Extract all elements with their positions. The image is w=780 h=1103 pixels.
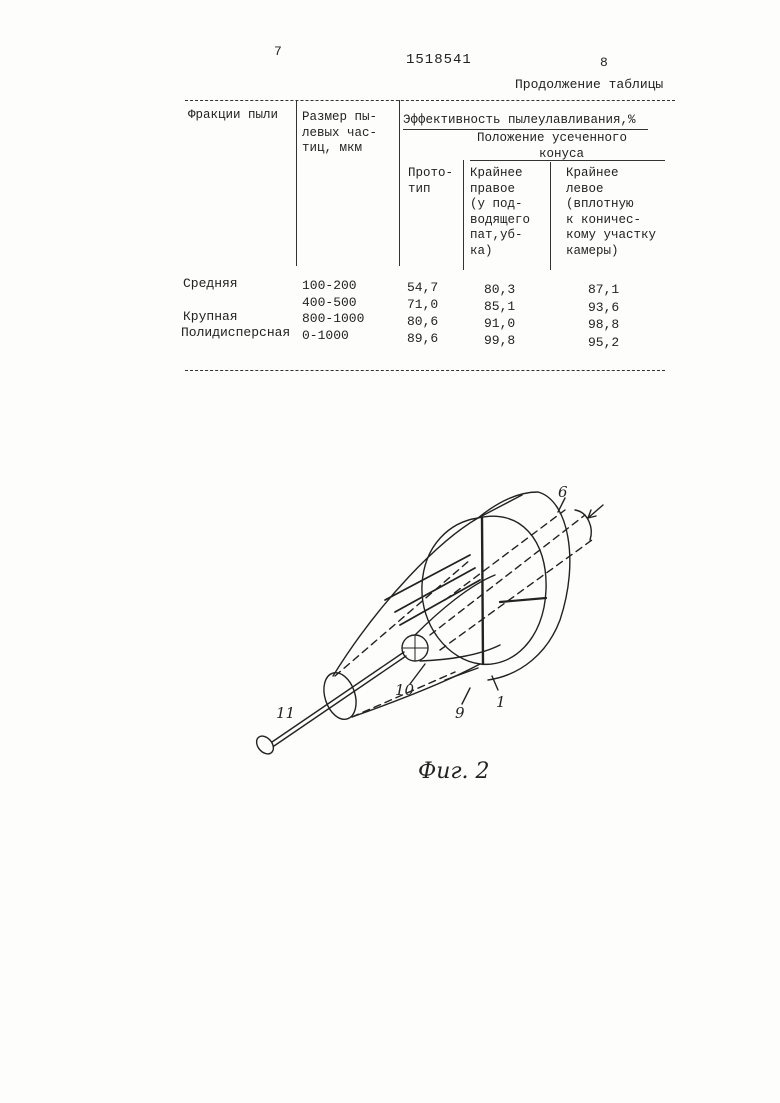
cell-right: 99,8 xyxy=(484,333,516,348)
header-prototype-line: Прото- xyxy=(408,166,454,180)
cell-prototype: 80,6 xyxy=(407,314,439,329)
figure-caption: Фиг. 2 xyxy=(418,759,490,784)
header-position-line: конуса xyxy=(539,146,585,161)
table-continuation-label: Продолжение таблицы xyxy=(515,77,664,92)
cell-right: 91,0 xyxy=(484,316,516,331)
header-right-line: ка) xyxy=(470,243,493,258)
cell-left: 95,2 xyxy=(588,335,620,350)
label-inner-cone: 10 xyxy=(395,681,415,699)
header-left-line: Крайнее xyxy=(566,166,619,180)
cell-prototype: 71,0 xyxy=(407,297,439,312)
header-left-line: к коничес- xyxy=(566,212,642,227)
cell-fraction: Крупная xyxy=(183,309,238,324)
header-size-line: тиц, мкм xyxy=(302,141,363,155)
label-inlet: 6 xyxy=(558,483,568,501)
header-right-line: (у под- xyxy=(470,197,523,211)
header-left-line: (вплотную xyxy=(566,197,634,211)
label-chamber: 1 xyxy=(496,693,506,711)
page-number-right: 8 xyxy=(600,55,608,70)
inner-cone-lower xyxy=(420,645,500,661)
cell-size: 400-500 xyxy=(302,295,357,310)
page-number-left: 7 xyxy=(274,44,282,59)
cell-right: 80,3 xyxy=(484,282,516,297)
header-efficiency-line: Эффективность пылеулавливания,% xyxy=(403,113,636,127)
header-right-line: водящего xyxy=(470,212,531,227)
chamber-rear-edge xyxy=(478,492,570,680)
cell-prototype: 54,7 xyxy=(407,280,439,295)
header-right-line: правое xyxy=(470,181,516,196)
cell-size: 0-1000 xyxy=(302,328,349,343)
cell-prototype: 89,6 xyxy=(407,331,439,346)
header-size-line: Размер пы- xyxy=(302,110,378,124)
header-left-line: левое xyxy=(566,181,604,196)
cell-left: 93,6 xyxy=(588,300,620,315)
face-divider-vertical xyxy=(482,518,483,664)
hatch-line xyxy=(445,668,478,680)
label-outer-cone: 9 xyxy=(455,704,465,722)
header-left-line: кому участку xyxy=(566,228,657,242)
inner-cone-crosshair xyxy=(403,636,427,660)
cell-left: 87,1 xyxy=(588,282,620,297)
cell-fraction: Средняя xyxy=(183,276,238,291)
cell-fraction: Полидисперсная xyxy=(181,325,291,340)
cell-right: 85,1 xyxy=(484,299,516,314)
inlet-tube-dashed xyxy=(440,540,592,650)
label-rod: 11 xyxy=(276,704,296,722)
header-right-line: Крайнее xyxy=(470,166,523,180)
cell-size: 100-200 xyxy=(302,278,357,293)
leader-line xyxy=(462,688,470,704)
cell-left: 98,8 xyxy=(588,317,620,332)
header-size-line: левых час- xyxy=(302,125,378,140)
patent-number: 1518541 xyxy=(406,52,472,68)
header-left-line: камеры) xyxy=(566,243,619,258)
face-divider-horizontal xyxy=(500,598,546,602)
outer-cone-top-edge xyxy=(333,518,478,676)
header-position-line: Положение усеченного xyxy=(477,131,628,145)
chamber-top-edge xyxy=(478,495,522,518)
header-prototype-line: тип xyxy=(408,181,431,196)
rod xyxy=(274,656,406,746)
header-right-line: пат,уб- xyxy=(470,228,523,242)
header-fraction-line: Фракции пыли xyxy=(188,108,279,122)
cell-size: 800-1000 xyxy=(302,311,365,326)
rod-handle xyxy=(253,733,277,757)
rod xyxy=(272,652,404,742)
inlet-tube-dashed xyxy=(445,510,565,600)
